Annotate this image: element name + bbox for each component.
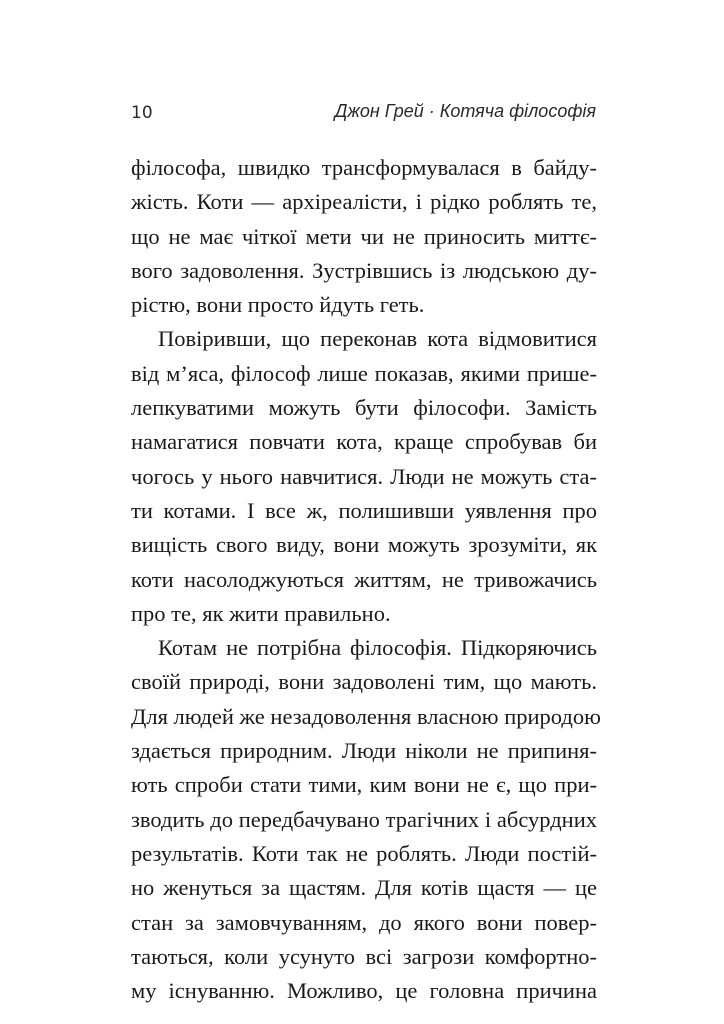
text-line: чогось у нього навчитися. Люди не можуть ста- xyxy=(131,463,597,489)
text-line: ти котами. І все ж, полишивши уявлення про xyxy=(131,497,597,523)
text-line: про те, як жити правильно. xyxy=(131,600,391,626)
paragraph-start-line: Повіривши, що переконав кота відмовитися xyxy=(158,326,597,352)
text-line: стан за замовчуванням, до якого вони повер- xyxy=(131,909,597,935)
text-line: що не має чіткої мети чи не приносить миттє- xyxy=(131,223,597,249)
text-line: здається природним. Люди ніколи не припиня- xyxy=(131,738,597,764)
text-line: таються, коли усунуто всі загрози комфортно- xyxy=(131,943,597,969)
body-text xyxy=(131,151,601,1008)
running-title: Джон Грей · Котяча філософія xyxy=(334,101,596,121)
text-line: Для людей же незадоволення власною природою xyxy=(131,703,601,729)
text-line: коти насолоджуються життям, не тривожачись xyxy=(131,566,597,592)
text-line: рістю, вони просто йдуть геть. xyxy=(131,292,425,318)
text-line: філософа, швидко трансформувалася в байду- xyxy=(131,155,597,180)
page-number: 10 xyxy=(131,103,153,123)
text-line: вого задоволення. Зустрівшись із людською ду- xyxy=(131,257,597,283)
text-line: намагатися повчати кота, краще спробував би xyxy=(131,429,597,455)
text-line: від м’яса, філософ лише показав, якими пришe- xyxy=(131,360,597,386)
paragraph-start-line: Котам не потрібна філософія. Підкоряючись xyxy=(158,635,597,661)
text-line: вищість свого виду, вони можуть зрозуміти, як xyxy=(131,532,597,558)
text-line: своїй природі, вони задоволені тим, що мають. xyxy=(131,669,597,695)
text-line: зводить до передбачувано трагічних і абсурдних xyxy=(131,806,597,832)
text-line: му існуванню. Можливо, це головна причина xyxy=(131,978,597,1004)
text-line: жість. Коти — архіреалісти, і рідко роблять те, xyxy=(131,189,597,215)
text-line: результатів. Коти так не роблять. Люди постій- xyxy=(131,840,597,866)
text-line: лепкуватими можуть бути філософи. Замість xyxy=(131,395,597,421)
text-line: но женуться за щастям. Для котів щастя — це xyxy=(131,875,597,901)
text-line: ють спроби стати тими, ким вони не є, що при- xyxy=(131,772,597,798)
